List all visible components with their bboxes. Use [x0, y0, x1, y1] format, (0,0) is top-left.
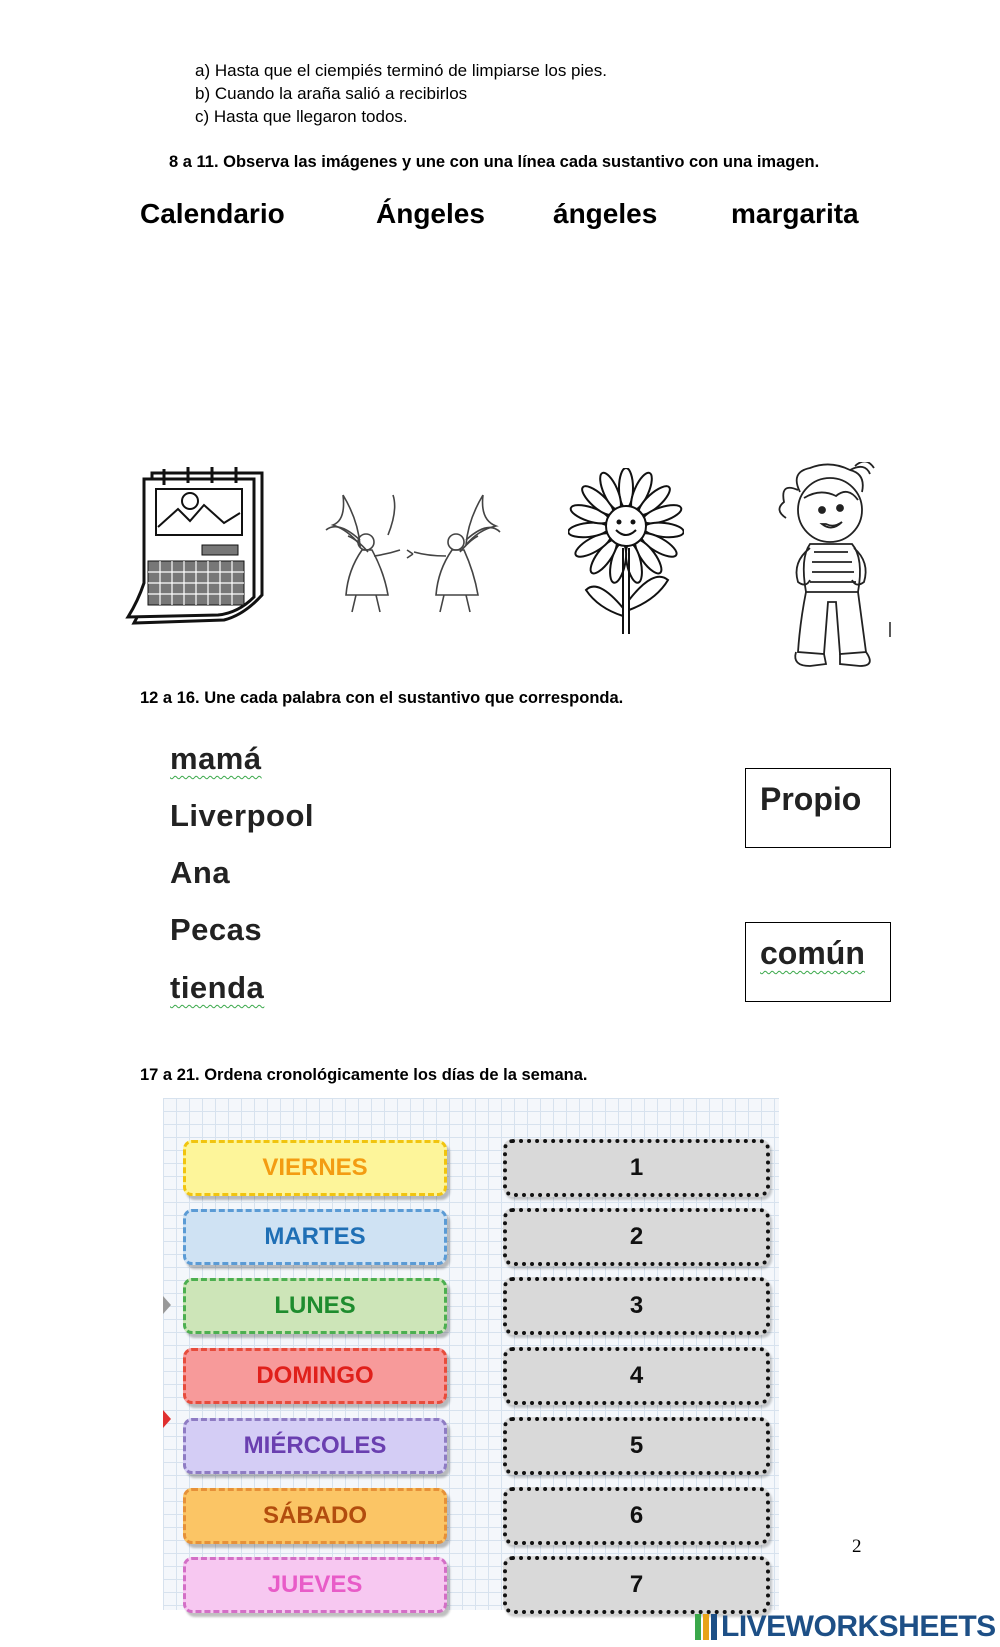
word-pecas[interactable]: Pecas — [170, 912, 263, 947]
calendar-image[interactable] — [124, 465, 270, 627]
noun-angeles-proper[interactable]: Ángeles — [376, 198, 485, 229]
option-a: a) Hasta que el ciempiés terminó de limpiarse los pies. — [195, 61, 607, 80]
noun-calendario[interactable]: Calendario — [140, 198, 285, 229]
instruction-17-21: 17 a 21. Ordena cronológicamente los días de la semana. — [140, 1066, 588, 1084]
left-marker-red-icon — [163, 1410, 173, 1428]
number-slot[interactable]: 1 — [503, 1139, 770, 1197]
daisy-flower-image[interactable] — [568, 468, 684, 636]
category-comun-label: común — [760, 935, 865, 971]
noun-angeles-common[interactable]: ángeles — [553, 198, 658, 229]
word-ana[interactable]: Ana — [170, 855, 231, 890]
angels-image[interactable] — [318, 490, 508, 615]
word-tienda[interactable]: tienda — [170, 970, 265, 1005]
day-card[interactable]: MIÉRCOLES — [183, 1418, 447, 1474]
day-card[interactable]: SÁBADO — [183, 1488, 447, 1544]
liveworksheets-logo-icon — [695, 1614, 717, 1640]
noun-margarita[interactable]: margarita — [731, 198, 859, 229]
days-ordering-panel — [163, 1098, 779, 1610]
category-comun-box[interactable] — [745, 922, 891, 1002]
option-c: c) Hasta que llegaron todos. — [195, 107, 408, 126]
day-card[interactable]: LUNES — [183, 1278, 447, 1334]
day-card[interactable]: MARTES — [183, 1209, 447, 1265]
number-slot[interactable]: 3 — [503, 1277, 770, 1335]
word-liverpool[interactable]: Liverpool — [170, 798, 315, 833]
liveworksheets-logo-text: LIVEWORKSHEETS — [721, 1610, 996, 1643]
liveworksheets-logo[interactable] — [695, 1612, 996, 1642]
number-slot[interactable]: 2 — [503, 1208, 770, 1266]
word-mama[interactable]: mamá — [170, 741, 262, 776]
instruction-8-11: 8 a 11. Observa las imágenes y une con una línea cada sustantivo con una imagen. — [169, 153, 820, 171]
option-b: b) Cuando la araña salió a recibirlos — [195, 84, 468, 103]
instruction-12-16: 12 a 16. Une cada palabra con el sustantivo que corresponda. — [140, 689, 624, 707]
day-card[interactable]: DOMINGO — [183, 1348, 447, 1404]
day-card[interactable]: JUEVES — [183, 1557, 447, 1613]
page-number: 2 — [852, 1536, 862, 1557]
day-card[interactable]: VIERNES — [183, 1140, 447, 1196]
category-propio-box[interactable] — [745, 768, 891, 848]
left-marker-icon — [163, 1296, 173, 1314]
category-propio-label: Propio — [760, 781, 862, 817]
number-slot[interactable]: 4 — [503, 1347, 770, 1405]
girl-image[interactable] — [770, 462, 895, 672]
number-slot[interactable]: 6 — [503, 1487, 770, 1545]
number-slot[interactable]: 5 — [503, 1417, 770, 1475]
number-slot[interactable]: 7 — [503, 1556, 770, 1614]
